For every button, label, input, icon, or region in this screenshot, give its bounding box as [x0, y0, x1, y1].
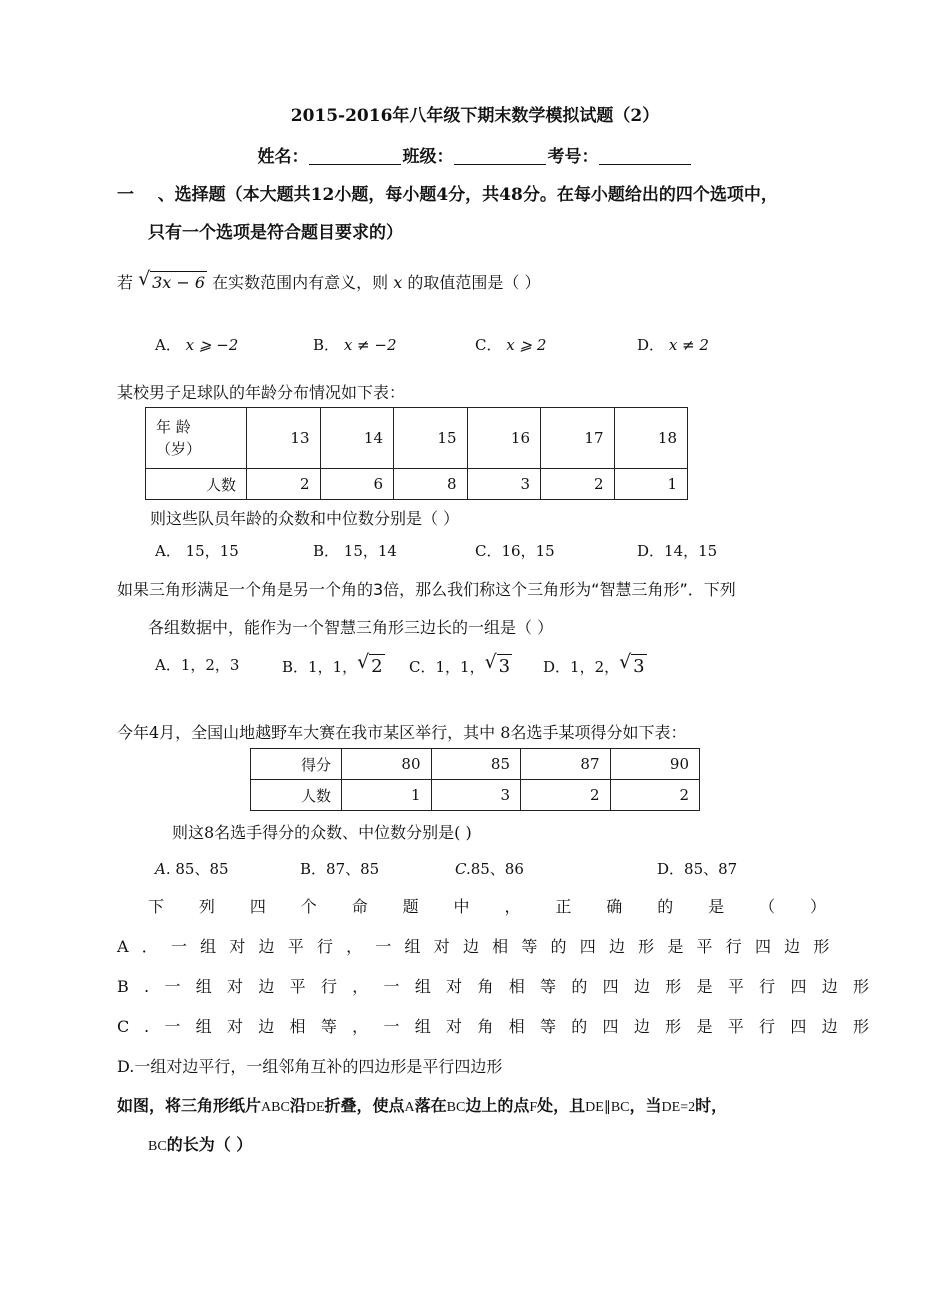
question-3-line1: 如果三角形满足一个角是另一个角的3倍，那么我们称这个三角形为“智慧三角形”．下列: [117, 580, 736, 599]
count-header-cell: 人数: [146, 469, 247, 500]
age-header-cell: [146, 408, 247, 469]
radicand: 3: [633, 656, 645, 677]
q1-option-a[interactable]: [155, 334, 238, 355]
section-number: 一: [117, 185, 134, 205]
stem-char: 中: [453, 897, 470, 916]
q2-option-c[interactable]: C．16，15: [475, 542, 555, 560]
radical-sign-icon: √: [357, 651, 370, 673]
stem-char: 题: [402, 897, 419, 916]
sqrt-expression: [484, 651, 512, 677]
stem-char: （: [759, 897, 776, 916]
score-row: [251, 749, 700, 780]
q1-prefix: 若: [117, 273, 134, 292]
text-part: 落在: [414, 1096, 447, 1115]
option-expression: x ≠ 2: [668, 336, 709, 354]
q5-option-c[interactable]: C.一组对边相等，一组对角相等的四边形是平行四边形: [117, 1017, 885, 1036]
option-label: A．: [155, 336, 181, 354]
question-2-prompt: 则这些队员年龄的众数和中位数分别是（ ）: [150, 509, 460, 528]
question-1-stem: [117, 270, 541, 293]
question-6-line2: [148, 1132, 252, 1155]
text-part: 时，: [695, 1096, 728, 1115]
stem-char: 的: [657, 897, 674, 916]
option-label: D．: [637, 336, 665, 354]
text-part: BC: [446, 1100, 466, 1115]
question-5-stem: [148, 894, 826, 917]
count-row: [146, 469, 688, 500]
radicand: 2: [371, 656, 383, 677]
age-header-line1: 年 龄: [156, 418, 191, 436]
question-4-stem: 今年4月，全国山地越野车大赛在我市某区举行，其中 8名选手某项得分如下表：: [117, 723, 687, 742]
score-cell: 87: [521, 749, 611, 780]
option-expression: x ⩾ 2: [506, 336, 547, 354]
age-cell: 15: [394, 408, 468, 469]
stem-char: 正: [555, 897, 572, 916]
sqrt-expression: [619, 651, 646, 677]
count-cell: 1: [614, 469, 688, 500]
text-part: 沿: [289, 1096, 306, 1115]
score-count-header-cell: 人数: [251, 780, 342, 811]
stem-char: 命: [351, 897, 368, 916]
student-info-line: [0, 142, 950, 167]
text-part: DE: [305, 1100, 325, 1115]
score-count-cell: 3: [431, 780, 521, 811]
page-title: 2015-2016年八年级下期末数学模拟试题（2）: [290, 106, 660, 126]
option-expression: x ⩾ −2: [185, 336, 239, 354]
option-text: C．1，1，: [409, 658, 485, 676]
q5-option-b[interactable]: B.一组对边平行，一组对角相等的四边形是平行四边形: [117, 977, 885, 996]
radical-expression: [138, 268, 207, 292]
score-count-row: [251, 780, 700, 811]
stem-char: ，: [504, 897, 521, 916]
score-count-cell: 2: [610, 780, 700, 811]
stem-char: 四: [249, 897, 266, 916]
q3-option-a[interactable]: A．1，2，3: [155, 656, 240, 674]
score-cell: 85: [431, 749, 521, 780]
text-part: ，当: [629, 1096, 662, 1115]
q1-option-b[interactable]: [313, 334, 397, 355]
question-4-prompt: 则这8名选手得分的众数、中位数分别是( ): [172, 823, 472, 842]
option-value: 85、85: [175, 860, 229, 878]
option-text: B．1，1，: [282, 658, 358, 676]
q4-option-a[interactable]: [155, 858, 229, 879]
text-part: DE∥BC: [585, 1100, 630, 1115]
option-expression: x ≠ −2: [343, 336, 397, 354]
q1-option-d[interactable]: [637, 334, 709, 355]
sqrt-expression: [357, 651, 384, 677]
text-part: 边上的点: [465, 1096, 530, 1115]
q1-middle: 在实数范围内有意义，则: [212, 273, 389, 292]
age-table: [145, 407, 688, 500]
name-blank[interactable]: [309, 148, 401, 165]
option-label: C．: [475, 336, 502, 354]
age-row: [146, 408, 688, 469]
radicand: 3: [498, 656, 511, 677]
radical-sign-icon: √: [619, 651, 632, 673]
age-cell: 17: [541, 408, 615, 469]
q4-option-b[interactable]: B．87、85: [300, 860, 380, 878]
score-header-cell: 得分: [251, 749, 342, 780]
exam-number-label: 考号：: [547, 147, 599, 167]
radical-sign-icon: √: [484, 651, 497, 673]
text-part: BC: [148, 1139, 167, 1154]
text-part: F: [529, 1100, 538, 1115]
text-part: 处，且: [537, 1096, 586, 1115]
section-heading-line2: 只有一个选项是符合题目要求的）: [148, 223, 403, 243]
question-2-stem: 某校男子足球队的年龄分布情况如下表：: [117, 383, 406, 402]
option-label: B．: [313, 336, 340, 354]
option-text: D．1，2，: [543, 658, 620, 676]
score-cell: 90: [610, 749, 700, 780]
option-value: 85、86: [470, 860, 524, 878]
exam-number-blank[interactable]: [599, 148, 691, 165]
count-cell: 2: [247, 469, 321, 500]
q3-option-c[interactable]: [409, 651, 512, 677]
q1-option-c[interactable]: [475, 334, 546, 355]
stem-char: 下: [148, 897, 165, 916]
q2-option-d[interactable]: D．14，15: [637, 542, 718, 560]
score-count-cell: 2: [521, 780, 611, 811]
name-label: 姓名：: [257, 147, 309, 167]
age-cell: 13: [247, 408, 321, 469]
option-label: A.: [155, 860, 171, 878]
score-table: [250, 748, 700, 811]
count-cell: 6: [320, 469, 394, 500]
question-6-line1: [117, 1093, 727, 1116]
count-cell: 2: [541, 469, 615, 500]
age-header-line2: （岁）: [156, 440, 202, 458]
q1-suffix: 的取值范围是（ ）: [407, 273, 541, 292]
text-part: 如图，将三角形纸片: [117, 1096, 262, 1115]
count-cell: 8: [394, 469, 468, 500]
q3-option-b[interactable]: [282, 651, 385, 677]
score-cell: 80: [342, 749, 432, 780]
q2-option-a[interactable]: A． 15，15: [155, 542, 239, 560]
q5-option-a[interactable]: A．一组对边平行，一组对边相等的四边形是平行四边形: [117, 937, 843, 956]
text-part: 折叠，使点: [324, 1096, 405, 1115]
stem-char: 列: [198, 897, 215, 916]
radicand: 3x − 6: [152, 273, 206, 292]
section-heading: [117, 180, 778, 205]
class-blank[interactable]: [454, 148, 546, 165]
q3-option-d[interactable]: [543, 651, 647, 677]
q4-option-d[interactable]: D．85、87: [657, 860, 738, 878]
text-part: DE=2: [661, 1100, 696, 1115]
q4-option-c[interactable]: [455, 858, 524, 879]
stem-char: 个: [300, 897, 317, 916]
q2-option-b[interactable]: B． 15，14: [313, 542, 397, 560]
section-heading-line1: 、选择题（本大题共12小题，每小题4分，共48分。在每小题给出的四个选项中，: [157, 185, 778, 205]
stem-char: ）: [809, 897, 826, 916]
text-part: 的长为（ ）: [166, 1135, 253, 1154]
question-3-line2: 各组数据中，能作为一个智慧三角形三边长的一组是（ ）: [148, 618, 554, 637]
score-count-cell: 1: [342, 780, 432, 811]
q5-option-d[interactable]: D.一组对边平行，一组邻角互补的四边形是平行四边形: [117, 1057, 503, 1076]
stem-char: 是: [708, 897, 725, 916]
age-cell: 14: [320, 408, 394, 469]
class-label: 班级：: [402, 147, 454, 167]
age-cell: 18: [614, 408, 688, 469]
text-part: A: [404, 1100, 415, 1115]
q1-variable: x: [393, 273, 403, 292]
age-cell: 16: [467, 408, 541, 469]
option-label: C.: [455, 860, 471, 878]
stem-char: 确: [606, 897, 623, 916]
count-cell: 3: [467, 469, 541, 500]
radical-sign-icon: √: [138, 268, 151, 290]
text-part: ABC: [261, 1100, 290, 1115]
